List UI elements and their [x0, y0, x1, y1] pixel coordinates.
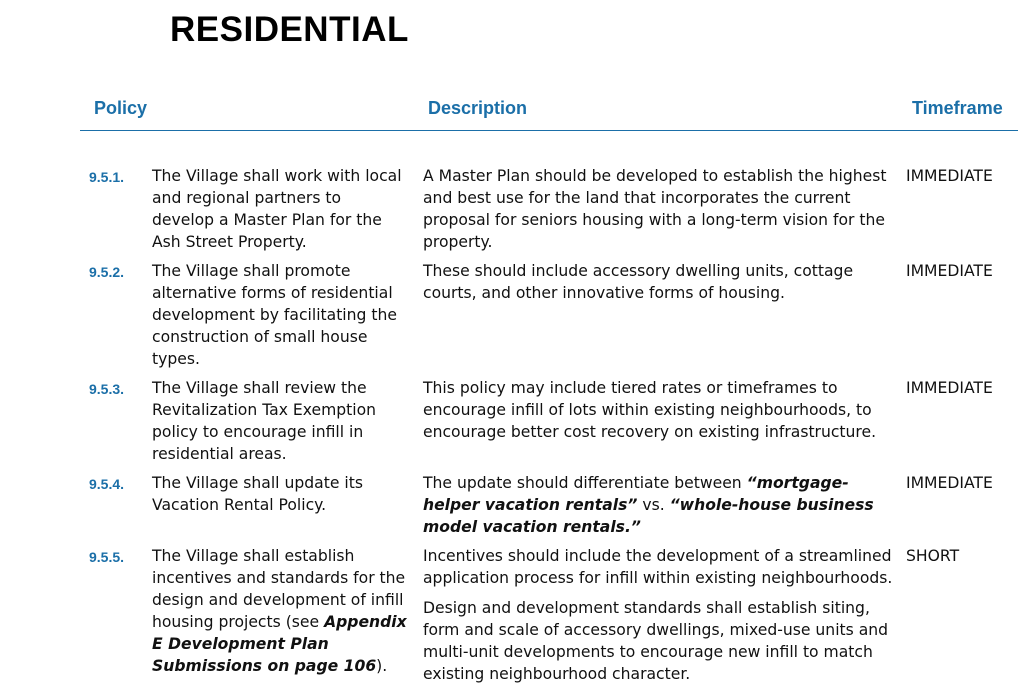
- policy-text: The Village shall update its Vacation Rental Policy.: [152, 474, 363, 514]
- policy-number: 9.5.4.: [89, 476, 125, 492]
- policy-timeframe: IMMEDIATE: [906, 167, 993, 185]
- policy-timeframe: IMMEDIATE: [906, 474, 993, 492]
- section-title: RESIDENTIAL: [170, 10, 409, 49]
- policy-text-part: The Village shall establish incentives and standards for the design and development of infill housing projects (see: [152, 547, 406, 631]
- policy-timeframe: IMMEDIATE: [906, 262, 993, 280]
- policy-timeframe: IMMEDIATE: [906, 379, 993, 397]
- policy-number: 9.5.2.: [89, 264, 125, 280]
- emphasis-text: “whole-house business model vacation rentals.”: [423, 496, 874, 536]
- column-header-policy: Policy: [94, 98, 148, 118]
- policy-description-2: Design and development standards shall establish siting, form and scale of accessory dwellings, mixed-use units and multi-unit developments to encourage new infill to match existing neighbourhood character.: [423, 599, 889, 683]
- emphasis-text: “mortgage-helper vacation rentals”: [423, 474, 849, 514]
- policy-text: The Village shall work with local and regional partners to develop a Master Plan for the Ash Street Property.: [152, 167, 402, 251]
- policy-number: 9.5.5.: [89, 549, 125, 565]
- appendix-reference: Appendix E Development Plan Submissions on page 106: [152, 613, 407, 675]
- column-header-description: Description: [428, 98, 528, 118]
- policy-text: [152, 545, 407, 677]
- policy-text: The Village shall promote alternative forms of residential development by facilitating the construction of small house types.: [152, 262, 397, 368]
- header-divider: [80, 130, 1018, 131]
- policy-description: A Master Plan should be developed to establish the highest and best use for the land that incorporates the current proposal for seniors housing with a long-term vision for the property.: [423, 167, 887, 251]
- policy-number: 9.5.1.: [89, 169, 125, 185]
- description-text: vs.: [637, 496, 670, 514]
- policy-number: 9.5.3.: [89, 381, 125, 397]
- policy-description: [423, 472, 893, 538]
- policy-description: These should include accessory dwelling units, cottage courts, and other innovative forms of housing.: [423, 262, 854, 302]
- policy-description: This policy may include tiered rates or timeframes to encourage infill of lots within existing neighbourhoods, to encourage better cost recovery on existing infrastructure.: [423, 379, 877, 441]
- policy-text: The Village shall review the Revitalization Tax Exemption policy to encourage infill in residential areas.: [152, 379, 377, 463]
- description-text: The update should differentiate between: [423, 474, 747, 492]
- policy-timeframe: SHORT: [906, 547, 960, 565]
- column-header-timeframe: Timeframe: [912, 98, 1003, 118]
- policy-text-part: ).: [376, 657, 388, 675]
- policy-description: Incentives should include the development of a streamlined application process for infill within existing neighbourhoods.: [423, 547, 893, 587]
